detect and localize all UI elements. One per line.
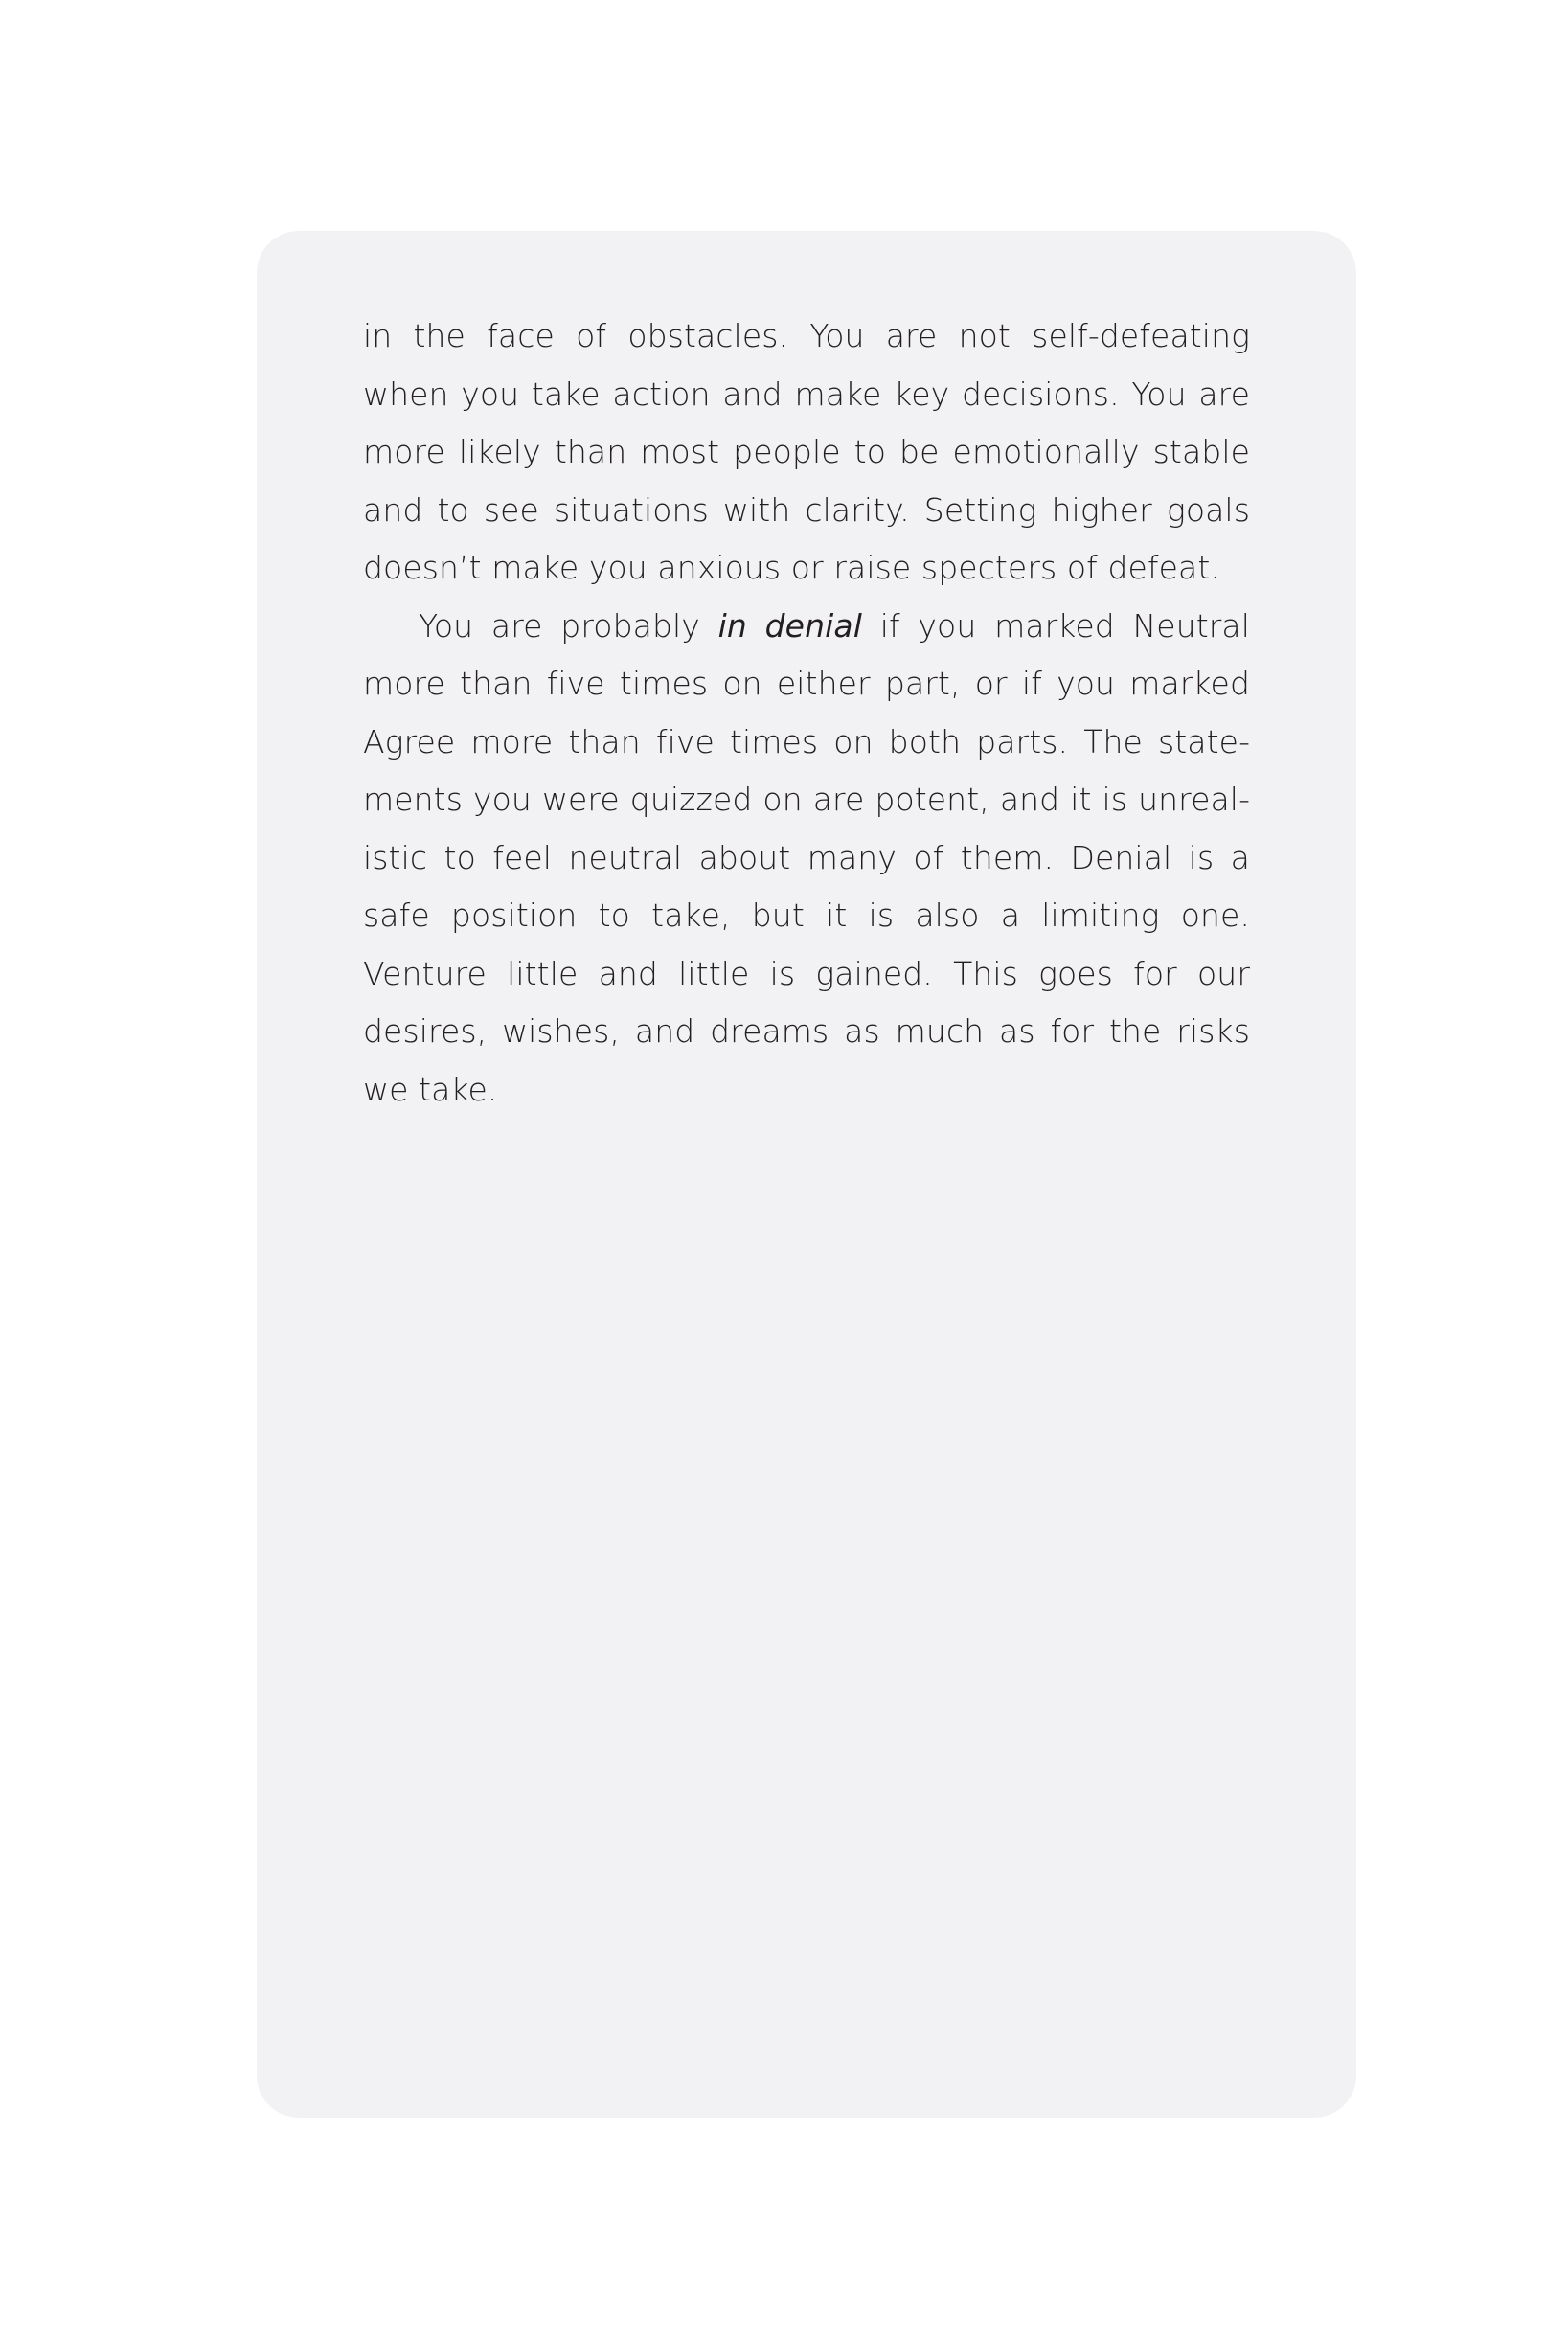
paragraph-2-lead: You are probably bbox=[419, 606, 718, 645]
paragraph-2-italic-phrase: in denial bbox=[717, 606, 862, 645]
paragraph-1-text: in the face of obstacles. You are not self-defeating when you take action and make key decisions. You are more likely than most people to be emotionally stable and to see situations with clarity. Setting higher goals doesn’t make you anxious or raise specters of defeat. bbox=[363, 317, 1250, 586]
paragraph-1 bbox=[363, 307, 1250, 598]
body-text bbox=[363, 307, 1250, 1119]
paragraph-2-rest: if you marked Neutral more than five times on either part, or if you marked Agree more than five times on both parts. The statements you were quizzed on are potent, and it is unrealistic to feel neutral about many of them. Denial is a safe position to take, but it is also a limiting one. Venture little and little is gained. This goes for our desires, wishes, and dreams as much as for the risks we take. bbox=[363, 606, 1251, 1108]
paragraph-2 bbox=[363, 598, 1250, 1120]
content-card bbox=[257, 231, 1356, 2118]
